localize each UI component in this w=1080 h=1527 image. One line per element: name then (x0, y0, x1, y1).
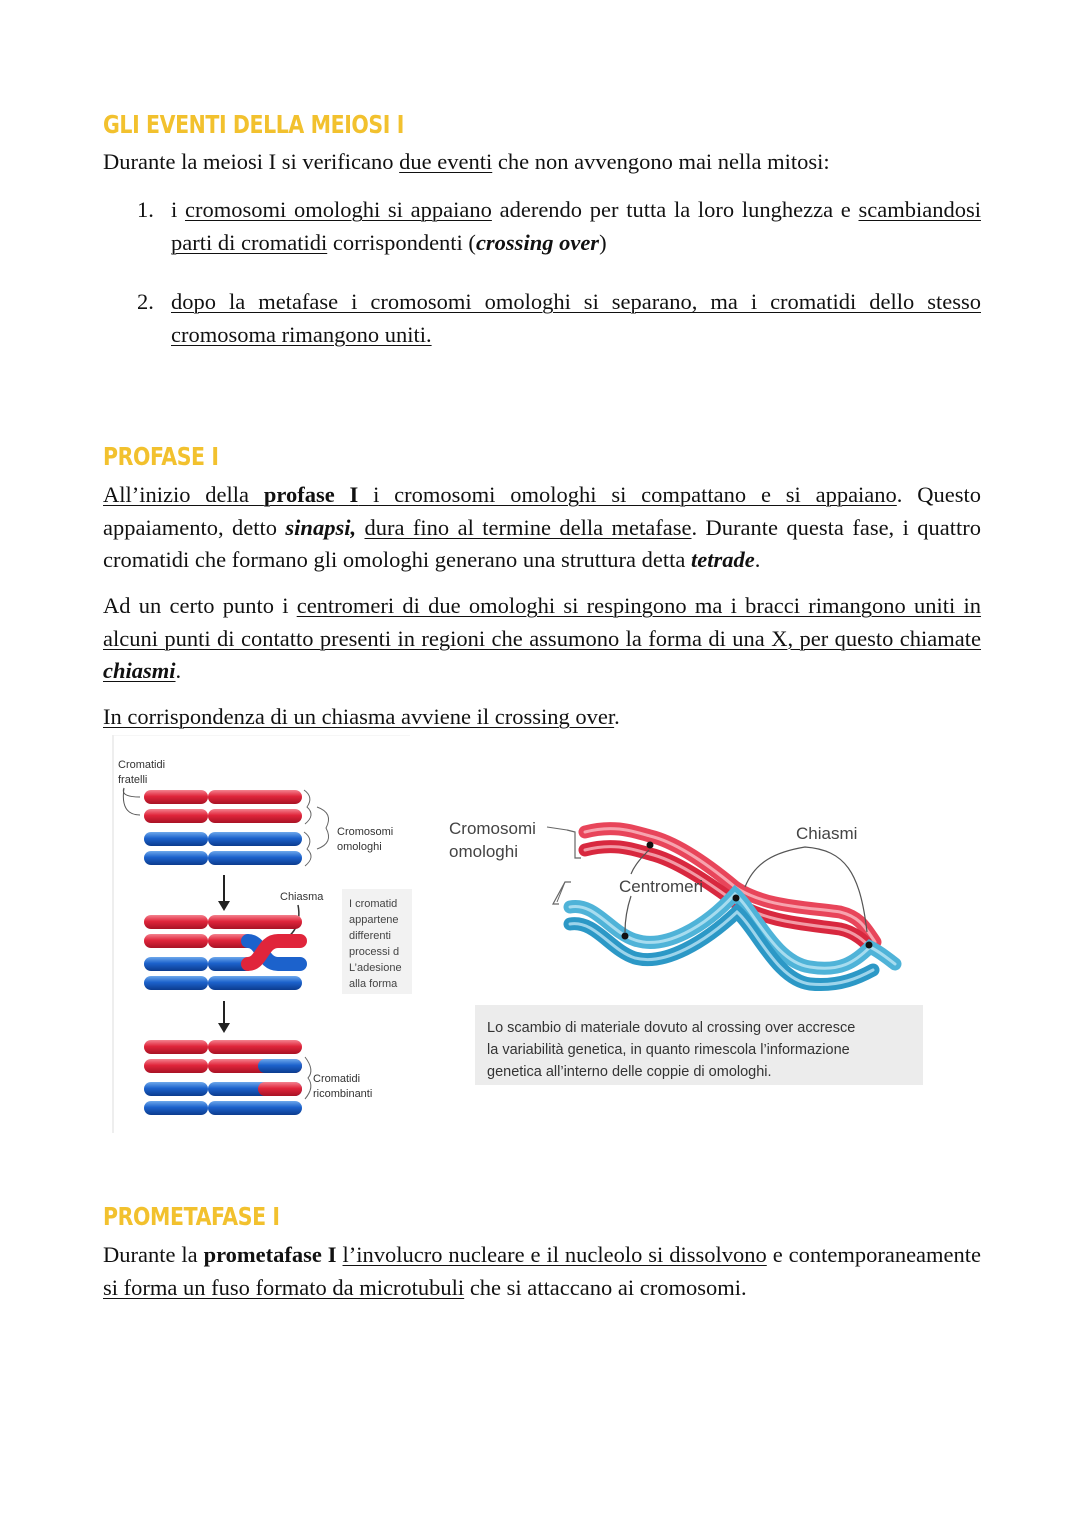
label-homologous-2: omologhi (449, 842, 518, 861)
side-note-line: L’adesione (349, 962, 402, 974)
arrow-down-icon (218, 1023, 230, 1033)
label-homologous-2: omologhi (337, 841, 382, 853)
section-title-prometafase: PROMETAFASE I (103, 1202, 280, 1231)
profase-paragraph-3: In corrispondenza di un chiasma avviene il crossing over. (103, 704, 620, 729)
section-title-meiosi: GLI EVENTI DELLA MEIOSI I (103, 110, 404, 139)
list-number: 2. (137, 289, 154, 314)
chiasmata-diagram (445, 812, 935, 1102)
list-item-text: i cromosomi omologhi si appaiano aderendo per tutta la loro lunghezza e scambiandosi parti di cromatidi corrispondenti (crossing over) (171, 197, 981, 255)
caption-line: la variabilità genetica, in quanto rimescola l’informazione (487, 1042, 850, 1058)
label-centromeres: Centromeri (619, 877, 704, 896)
arrow-down-icon (218, 901, 230, 911)
crossing-over-diagram (112, 735, 412, 1135)
section-title-profase: PROFASE I (103, 442, 219, 471)
side-note-line: processi d (349, 946, 400, 958)
centromere-dot (622, 933, 629, 940)
prometafase-paragraph: Durante la prometafase I l’involucro nucleare e il nucleolo si dissolvono e contemporaneamente si forma un fuso formato da microtubuli che si attaccano ai cromosomi. (103, 1242, 982, 1300)
pointer-line (123, 788, 140, 797)
label-sister-chromatids-1: Cromatidi (118, 759, 166, 771)
chromosome-pair-stage-1 (144, 790, 302, 865)
label-homologous-1: Cromosomi (449, 819, 536, 838)
chiasma-dot (733, 895, 740, 902)
chiasma-dot (866, 942, 873, 949)
side-note-line: appartene (349, 914, 399, 926)
profase-paragraph-2: Ad un certo punto i centromeri di due omologhi si respingono ma i bracci rimangono uniti in alcuni punti di contatto presenti in regioni che assumono la forma di una X, per questo chiamate chiasmi. (103, 593, 982, 683)
intro-paragraph: Durante la meiosi I si verificano due eventi che non avvengono mai nella mitosi: (103, 149, 830, 174)
label-recombinant-1: Cromatidi (313, 1073, 361, 1085)
caption-line: genetica all’interno delle coppie di omologhi. (487, 1064, 772, 1080)
side-note-line: alla forma (349, 978, 398, 990)
chromosome-pair-stage-2 (144, 915, 302, 990)
underlined-phrase: due eventi (399, 149, 493, 174)
side-note-line: I cromatid (349, 898, 398, 910)
list-number: 1. (137, 197, 154, 222)
label-recombinant-2: ricombinanti (313, 1088, 373, 1100)
list-item-text: dopo la metafase i cromosomi omologhi si separano, ma i cromatidi dello stesso cromosoma rimangono uniti. (171, 289, 981, 347)
label-chiasmata: Chiasmi (796, 824, 858, 843)
pointer-line (123, 788, 140, 815)
label-homologous-1: Cromosomi (337, 826, 394, 838)
profase-paragraph-1: All’inizio della profase I i cromosomi omologhi si compattano e si appaiano. Questo appaiamento, detto sinapsi, dura fino al termine della metafase. Durante questa fase, i quattro cromatidi che formano gli omologhi generano una struttura detta tetrade. (103, 482, 982, 572)
caption-line: Lo scambio di materiale dovuto al crossing over accresce (487, 1020, 856, 1036)
chromosome-pair-stage-3 (144, 1040, 302, 1115)
label-sister-chromatids-2: fratelli (118, 774, 148, 786)
side-note-line: differenti (349, 930, 391, 942)
label-chiasma: Chiasma (280, 891, 324, 903)
centromere-dot (647, 842, 654, 849)
